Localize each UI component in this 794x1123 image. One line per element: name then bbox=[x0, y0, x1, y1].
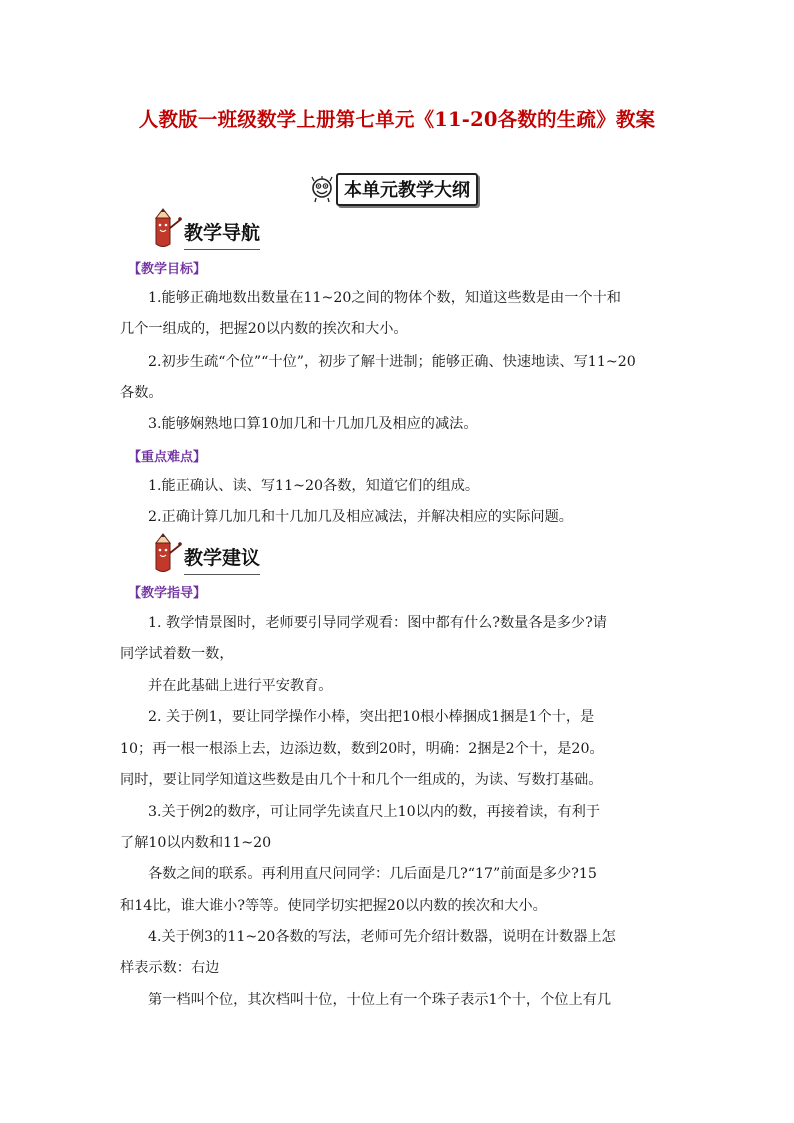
pencil-character-icon bbox=[148, 208, 182, 250]
text-line: 了解10以内数和11~20 bbox=[120, 835, 272, 851]
text-line: 并在此基础上进行平安教育。 bbox=[148, 678, 333, 694]
text-line: 和14比，谁大谁小?等等。使同学切实把握20以内数的挨次和大小。 bbox=[120, 898, 547, 914]
outline-label: 本单元教学大纲 bbox=[336, 173, 478, 206]
text-line: 10；再一根一根添上去，边添边数，数到20时，明确：2捆是2个十，是20。 bbox=[120, 741, 604, 757]
section-header-suggest bbox=[148, 533, 260, 575]
text-line: 2.正确计算几加几和十几加几及相应减法，并解决相应的实际问题。 bbox=[148, 509, 573, 525]
text-line: 各数之间的联系。再利用直尺问同学：几后面是几?“17”前面是多少?15 bbox=[148, 866, 597, 882]
section-header-nav bbox=[148, 208, 260, 250]
text-line: 同时，要让同学知道这些数是由几个十和几个一组成的，为读、写数打基础。 bbox=[120, 772, 603, 788]
text-line: 几个一组成的，把握20以内数的挨次和大小。 bbox=[120, 321, 408, 337]
text-line: 4.关于例3的11~20各数的写法，老师可先介绍计数器，说明在计数器上怎 bbox=[148, 929, 616, 945]
subhead-guidance: 【教学指导】 bbox=[128, 586, 207, 601]
text-line: 1. 教学情景图时，老师要引导同学观看：图中都有什么?数量各是多少?请 bbox=[148, 615, 607, 631]
section-title-suggest: 教学建议 bbox=[184, 543, 260, 575]
smiley-face-icon bbox=[310, 175, 334, 203]
subhead-goals: 【教学目标】 bbox=[128, 262, 207, 277]
text-line: 2. 关于例1，要让同学操作小棒，突出把10根小棒捆成1捆是1个十，是 bbox=[148, 709, 595, 725]
text-line: 3.能够娴熟地口算10加几和十几加几及相应的减法。 bbox=[148, 416, 478, 432]
text-line: 样表示数：右边 bbox=[120, 960, 220, 976]
text-line: 各数。 bbox=[120, 385, 163, 401]
pencil-character-icon bbox=[148, 533, 182, 575]
outline-header bbox=[310, 174, 478, 204]
text-line: 3.关于例2的数序，可让同学先读直尺上10以内的数，再接着读，有利于 bbox=[148, 804, 601, 820]
text-line: 1.能正确认、读、写11~20各数，知道它们的组成。 bbox=[148, 478, 480, 494]
text-line: 同学试着数一数， bbox=[120, 646, 234, 662]
text-line: 1.能够正确地数出数量在11~20之间的物体个数，知道这些数是由一个十和 bbox=[148, 290, 621, 306]
page-title: 人教版一班级数学上册第七单元《11-20各数的生疏》教案 bbox=[138, 108, 656, 131]
section-title-nav: 教学导航 bbox=[184, 218, 260, 250]
text-line: 2.初步生疏“个位”“十位”，初步了解十进制；能够正确、快速地读、写11~20 bbox=[148, 354, 636, 370]
subhead-key-points: 【重点难点】 bbox=[128, 450, 207, 465]
text-line: 第一档叫个位，其次档叫十位，十位上有一个珠子表示1个十，个位上有几 bbox=[148, 992, 612, 1008]
